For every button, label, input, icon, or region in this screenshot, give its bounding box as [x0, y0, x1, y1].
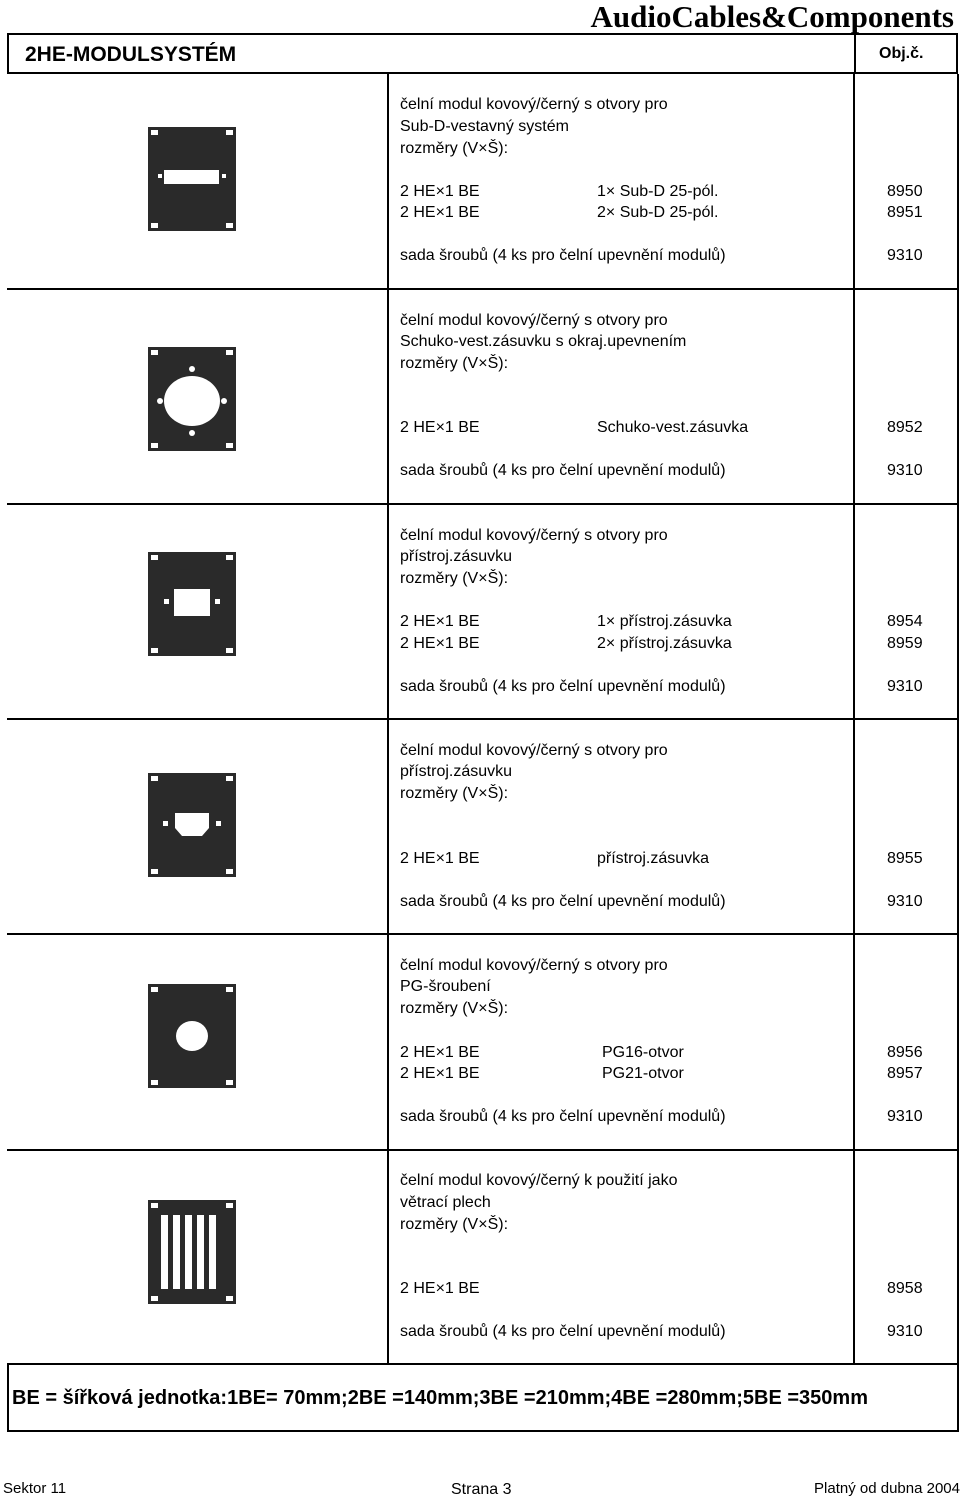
footer-validity: Platný od dubna 2004	[814, 1480, 960, 1497]
row-size: 2 HE×1 BE	[400, 850, 480, 867]
order-number: 9310	[887, 462, 923, 479]
section-description: přístroj.zásuvku	[400, 548, 513, 565]
device-socket-plate-icon	[148, 552, 236, 656]
page-title: 2HE-MODULSYSTÉM	[25, 43, 237, 66]
footer-sector: Sektor 11	[3, 1480, 67, 1497]
footer-page-number: Strana 3	[451, 1481, 512, 1498]
unit-footnote: BE = šířková jednotka:1BE= 70mm;2BE =140mm;3BE =210mm;4BE =280mm;5BE =350mm	[12, 1387, 868, 1409]
unit-footnote-box	[7, 1363, 959, 1432]
section-description: rozměry (V×Š):	[400, 140, 509, 157]
row-size: 2 HE×1 BE	[400, 635, 480, 652]
sub-d-plate-icon	[148, 127, 236, 231]
screw-set-label: sada šroubů (4 ks pro čelní upevnění modulů)	[400, 893, 726, 910]
order-number: 8956	[887, 1044, 923, 1061]
row-size: 2 HE×1 BE	[400, 1280, 480, 1297]
order-number: 9310	[887, 1323, 923, 1340]
row-type: Schuko-vest.zásuvka	[597, 419, 749, 436]
section-description: čelní modul kovový/černý k použití jako	[400, 1172, 678, 1189]
row-type: 2× přístroj.zásuvka	[597, 635, 732, 652]
order-number: 8954	[887, 613, 923, 630]
screw-set-label: sada šroubů (4 ks pro čelní upevnění modulů)	[400, 247, 726, 264]
order-number: 9310	[887, 247, 923, 264]
row-size: 2 HE×1 BE	[400, 613, 480, 630]
schuko-plate-icon	[148, 347, 236, 451]
section-description: přístroj.zásuvku	[400, 763, 513, 780]
order-number: 9310	[887, 678, 923, 695]
row-type: 1× Sub-D 25-pól.	[597, 183, 719, 200]
brand-title: AudioCables&Components	[590, 0, 954, 34]
order-number: 9310	[887, 1108, 923, 1125]
section-description: rozměry (V×Š):	[400, 1000, 509, 1017]
order-number-heading: Obj.č.	[879, 45, 924, 62]
row-size: 2 HE×1 BE	[400, 1044, 480, 1061]
vent-plate-icon	[148, 1200, 236, 1304]
section-description: rozměry (V×Š):	[400, 1216, 509, 1233]
order-number: 8951	[887, 204, 923, 221]
section-description: Sub-D-vestavný systém	[400, 118, 569, 135]
order-number: 8959	[887, 635, 923, 652]
row-size: 2 HE×1 BE	[400, 183, 480, 200]
section-description: čelní modul kovový/černý s otvory pro	[400, 957, 668, 974]
section-description: čelní modul kovový/černý s otvory pro	[400, 96, 668, 113]
order-number: 8950	[887, 183, 923, 200]
section-description: rozměry (V×Š):	[400, 570, 509, 587]
order-number: 8952	[887, 419, 923, 436]
row-type: 1× přístroj.zásuvka	[597, 613, 732, 630]
section-description: čelní modul kovový/černý s otvory pro	[400, 312, 668, 329]
row-size: 2 HE×1 BE	[400, 204, 480, 221]
order-number: 8955	[887, 850, 923, 867]
header-divider	[854, 35, 856, 72]
order-number: 9310	[887, 893, 923, 910]
section-divider	[7, 933, 959, 935]
order-number: 8958	[887, 1280, 923, 1297]
pg-gland-plate-icon	[148, 984, 236, 1088]
section-divider	[7, 718, 959, 720]
row-size: 2 HE×1 BE	[400, 1065, 480, 1082]
section-description: rozměry (V×Š):	[400, 355, 509, 372]
screw-set-label: sada šroubů (4 ks pro čelní upevnění modulů)	[400, 462, 726, 479]
section-description: větrací plech	[400, 1194, 491, 1211]
section-description: čelní modul kovový/černý s otvory pro	[400, 527, 668, 544]
screw-set-label: sada šroubů (4 ks pro čelní upevnění modulů)	[400, 678, 726, 695]
section-description: PG-šroubení	[400, 978, 491, 995]
row-type: 2× Sub-D 25-pól.	[597, 204, 719, 221]
section-description: čelní modul kovový/černý s otvory pro	[400, 742, 668, 759]
section-divider	[7, 1149, 959, 1151]
row-type: přístroj.zásuvka	[597, 850, 710, 867]
section-description: rozměry (V×Š):	[400, 785, 509, 802]
order-number: 8957	[887, 1065, 923, 1082]
screw-set-label: sada šroubů (4 ks pro čelní upevnění modulů)	[400, 1323, 726, 1340]
row-type: PG21-otvor	[602, 1065, 684, 1082]
row-type: PG16-otvor	[602, 1044, 684, 1061]
section-divider	[7, 503, 959, 505]
section-divider	[7, 288, 959, 290]
page-header	[7, 33, 958, 74]
section-description: Schuko-vest.zásuvku s okraj.upevnením	[400, 333, 687, 350]
iec-socket-plate-icon	[148, 773, 236, 877]
screw-set-label: sada šroubů (4 ks pro čelní upevnění modulů)	[400, 1108, 726, 1125]
row-size: 2 HE×1 BE	[400, 419, 480, 436]
